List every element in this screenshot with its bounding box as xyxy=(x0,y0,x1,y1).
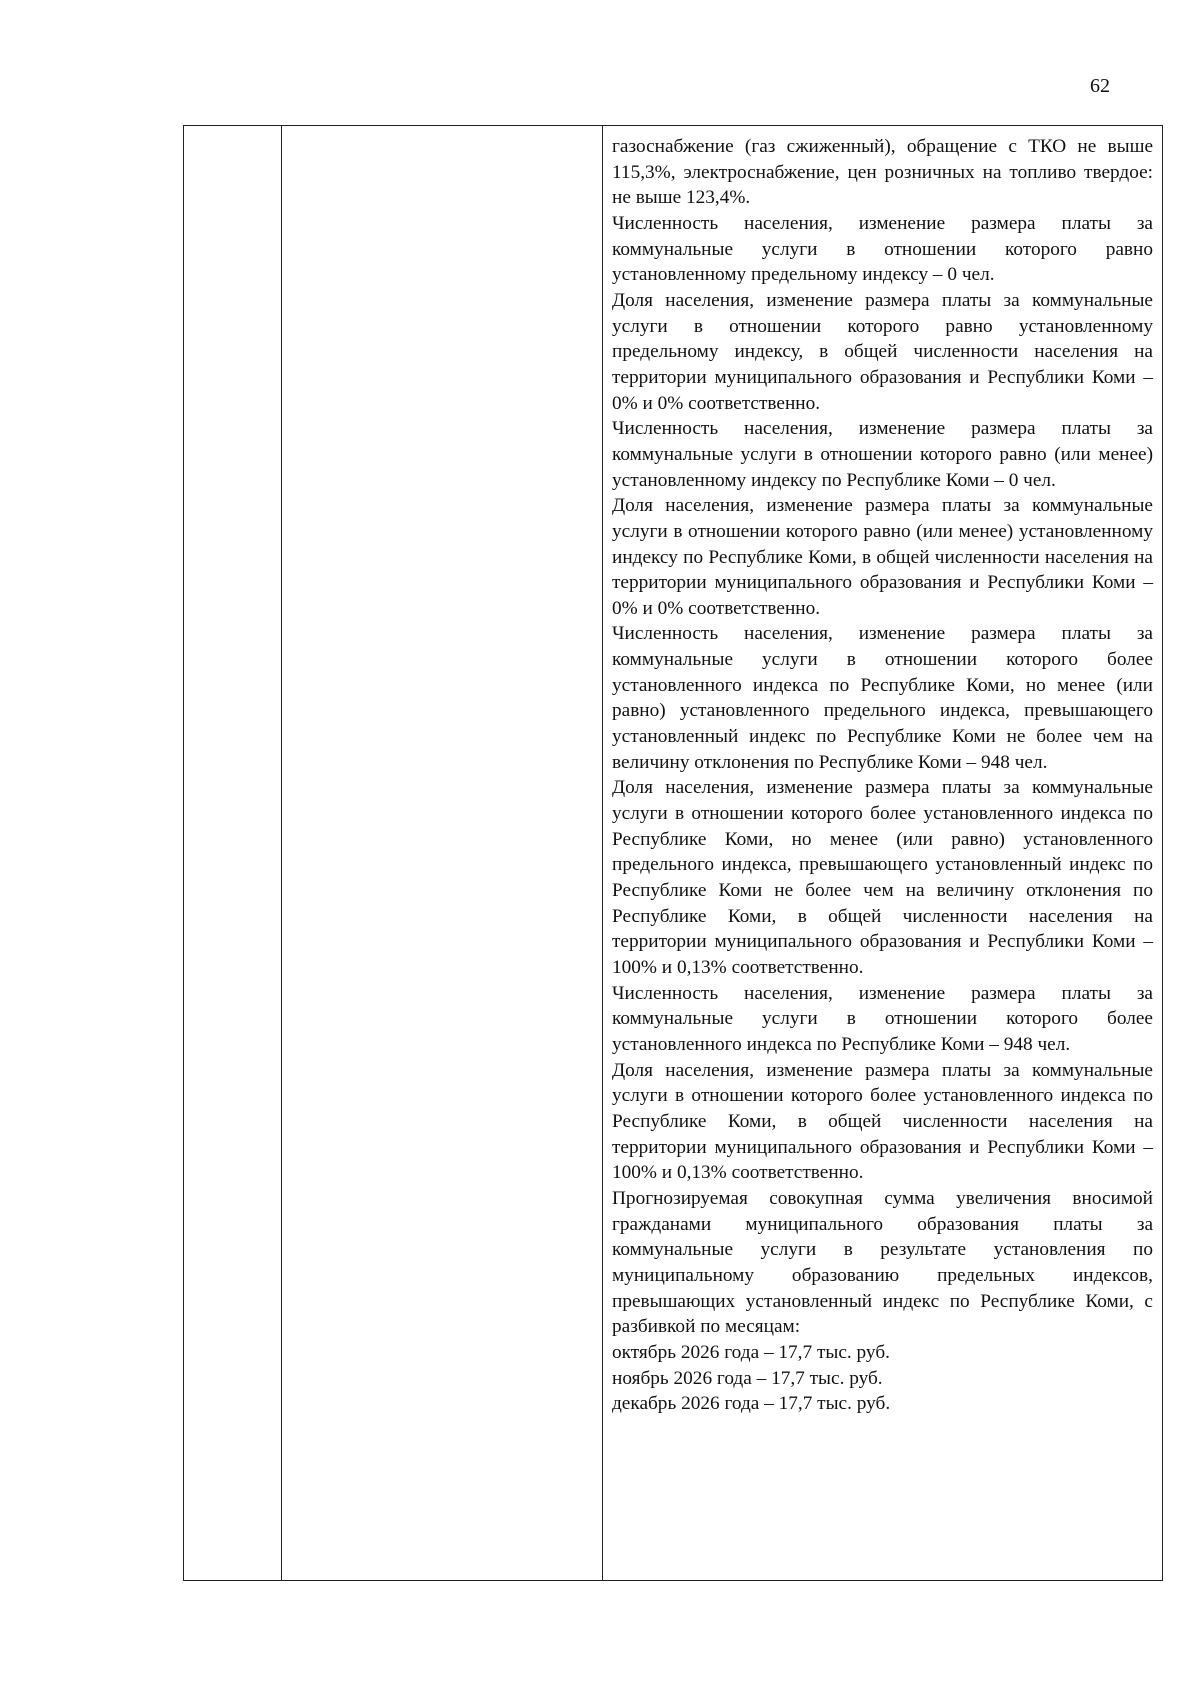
paragraph: Доля населения, изменение размера платы за коммунальные услуги в отношении которого равно (или менее) установленному индексу по Республике Коми, в общей численности населения на территории муниципального образования и Республики Коми – 0% и 0% соответственно. xyxy=(612,495,1153,619)
paragraph: Численность населения, изменение размера платы за коммунальные услуги в отношении которого более установленного индекса по Республике Коми, но менее (или равно) установленного предельного индекса, превышающего установленный индекс по Республике Коми не более чем на величину отклонения по Республике Коми – 948 чел. xyxy=(612,623,1153,773)
paragraph: Доля населения, изменение размера платы за коммунальные услуги в отношении которого равно установленному предельному индексу, в общей численности населения на территории муниципального образования и Республики Коми – 0% и 0% соответственно. xyxy=(612,289,1153,414)
month-forecast-line: декабрь 2026 года – 17,7 тыс. руб. xyxy=(612,1393,891,1415)
month-forecast-line: ноябрь 2026 года – 17,7 тыс. руб. xyxy=(612,1367,883,1389)
table-cell-text xyxy=(612,134,1153,1417)
paragraph: Прогнозируемая совокупная сумма увеличения вносимой гражданами муниципального образования платы за коммунальные услуги в результате установления по муниципальному образованию предельных индексов, превышающих установленный индекс по Республике Коми, с разбивкой по месяцам: xyxy=(612,1187,1153,1338)
paragraph: Доля населения, изменение размера платы за коммунальные услуги в отношении которого более установленного индекса по Республике Коми, но менее (или равно) установленного предельного индекса, превышающего установленный индекс по Республике Коми не более чем на величину отклонения по Республике Коми, в общей численности населения на территории муниципального образования и Республики Коми – 100% и 0,13% соответственно. xyxy=(612,777,1153,978)
paragraph: Численность населения, изменение размера платы за коммунальные услуги в отношении которого равно (или менее) установленному индексу по Республике Коми – 0 чел. xyxy=(612,418,1153,491)
paragraph: Численность населения, изменение размера платы за коммунальные услуги в отношении которого равно установленному предельному индексу – 0 чел. xyxy=(612,212,1153,286)
month-forecast-line: октябрь 2026 года – 17,7 тыс. руб. xyxy=(612,1341,890,1363)
page-number: 62 xyxy=(1090,75,1110,97)
document-table xyxy=(183,125,1163,1581)
column-divider-2 xyxy=(602,126,603,1580)
paragraph: Численность населения, изменение размера платы за коммунальные услуги в отношении которого более установленного индекса по Республике Коми – 948 чел. xyxy=(612,982,1153,1055)
column-divider-1 xyxy=(281,126,282,1580)
paragraph: Доля населения, изменение размера платы за коммунальные услуги в отношении которого более установленного индекса по Республике Коми, в общей численности населения на территории муниципального образования и Республики Коми – 100% и 0,13% соответственно. xyxy=(612,1059,1153,1184)
paragraph: газоснабжение (газ сжиженный), обращение с ТКО не выше 115,3%, электроснабжение, цен розничных на топливо твердое: не выше 123,4%. xyxy=(612,136,1153,209)
